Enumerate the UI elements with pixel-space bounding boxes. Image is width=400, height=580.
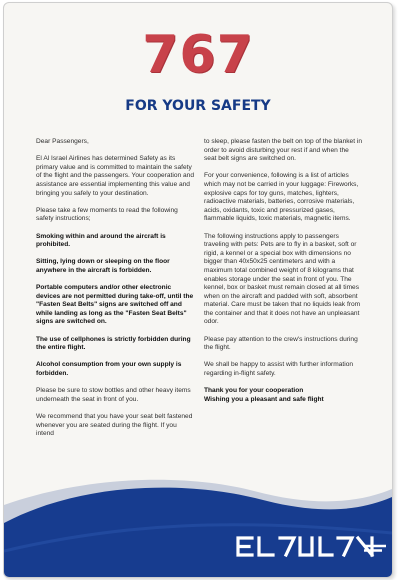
instructions-lead: Please take a few moments to read the following safety instructions; [36,206,178,223]
rule-smoking: Smoking within and around the aircraft is prohibited. [36,232,166,249]
rule-floor: Sitting, lying down or sleeping on the floor anywhere in the aircraft is forbidden. [36,258,170,274]
rule-electronics: Portable computers and/or other electronic devices are not permitted during take-off, until the "Fasten Seat Belts" signs are switched off and while landing as long as the "Fasten Seat Belts" signs are switched on. [36,284,194,326]
crew-instructions-paragraph: Please pay attention to the crew's instructions during the flight. [204,335,358,352]
safety-card [3,2,393,578]
salutation: Dear Passengers, [36,138,89,145]
stowage-paragraph: Please be sure to stow bottles and other heavy items underneath the seat in front of you. [36,387,191,403]
aircraft-model-number: 767 [142,25,254,85]
farewell-line: Wishing you a pleasant and safe flight [204,395,324,403]
el-al-logo-mark [236,534,386,560]
rule-alcohol: Alcohol consumption from your own supply is forbidden. [36,361,182,378]
intro-paragraph: El Al Israel Airlines has determined Safety as its primary value and is committed to maintain the safety of the flight and the passengers. Your cooperation and assistance are essential implementing this value and bringing you safely to your destination. [36,155,195,197]
el-al-logo [236,534,386,565]
footer-wave-graphic [4,3,392,577]
prohibited-articles-paragraph: For your convenience, following is a list of articles which may not be carried in your luggage: Fireworks, explosive caps for toy guns, matches, lighters, radioactive materials, batteries, corrosive materials, acids, oxidants, toxic and pressurized gases, flammable liquids, toxic materials, magnetic items. [204,172,359,223]
card-title: FOR YOUR SAFETY [125,98,271,114]
seatbelt-continued: to sleep, please fasten the belt on top of the blanket in order to avoid disturbing your rest if and when the seat belt signs are switched on. [204,138,362,163]
assistance-paragraph: We shall be happy to assist with further information regarding in-flight safety. [204,361,354,378]
pets-paragraph: The following instructions apply to passengers traveling with pets: Pets are to fly in a basket, soft or rigid, a kennel or a special box with dimensions no bigger than 40x50x25 centimeters and with a maximum total combined weight of 8 kilograms that enables storage under the seat in front of you. The kennel, box or basket must remain closed at all times when on the aircraft and padded with soft, absorbent material. Care must be taken that no liquids leak from the container and that it does not have an unpleasant odor. [204,232,361,326]
thank-you-line: Thank you for your cooperation [204,387,304,395]
seatbelt-paragraph: We recommend that you have your seat belt fastened whenever you are seated during the flight. If you intend [36,413,193,438]
rule-cellphones: The use of cellphones is strictly forbidden during the entire flight. [36,335,191,352]
